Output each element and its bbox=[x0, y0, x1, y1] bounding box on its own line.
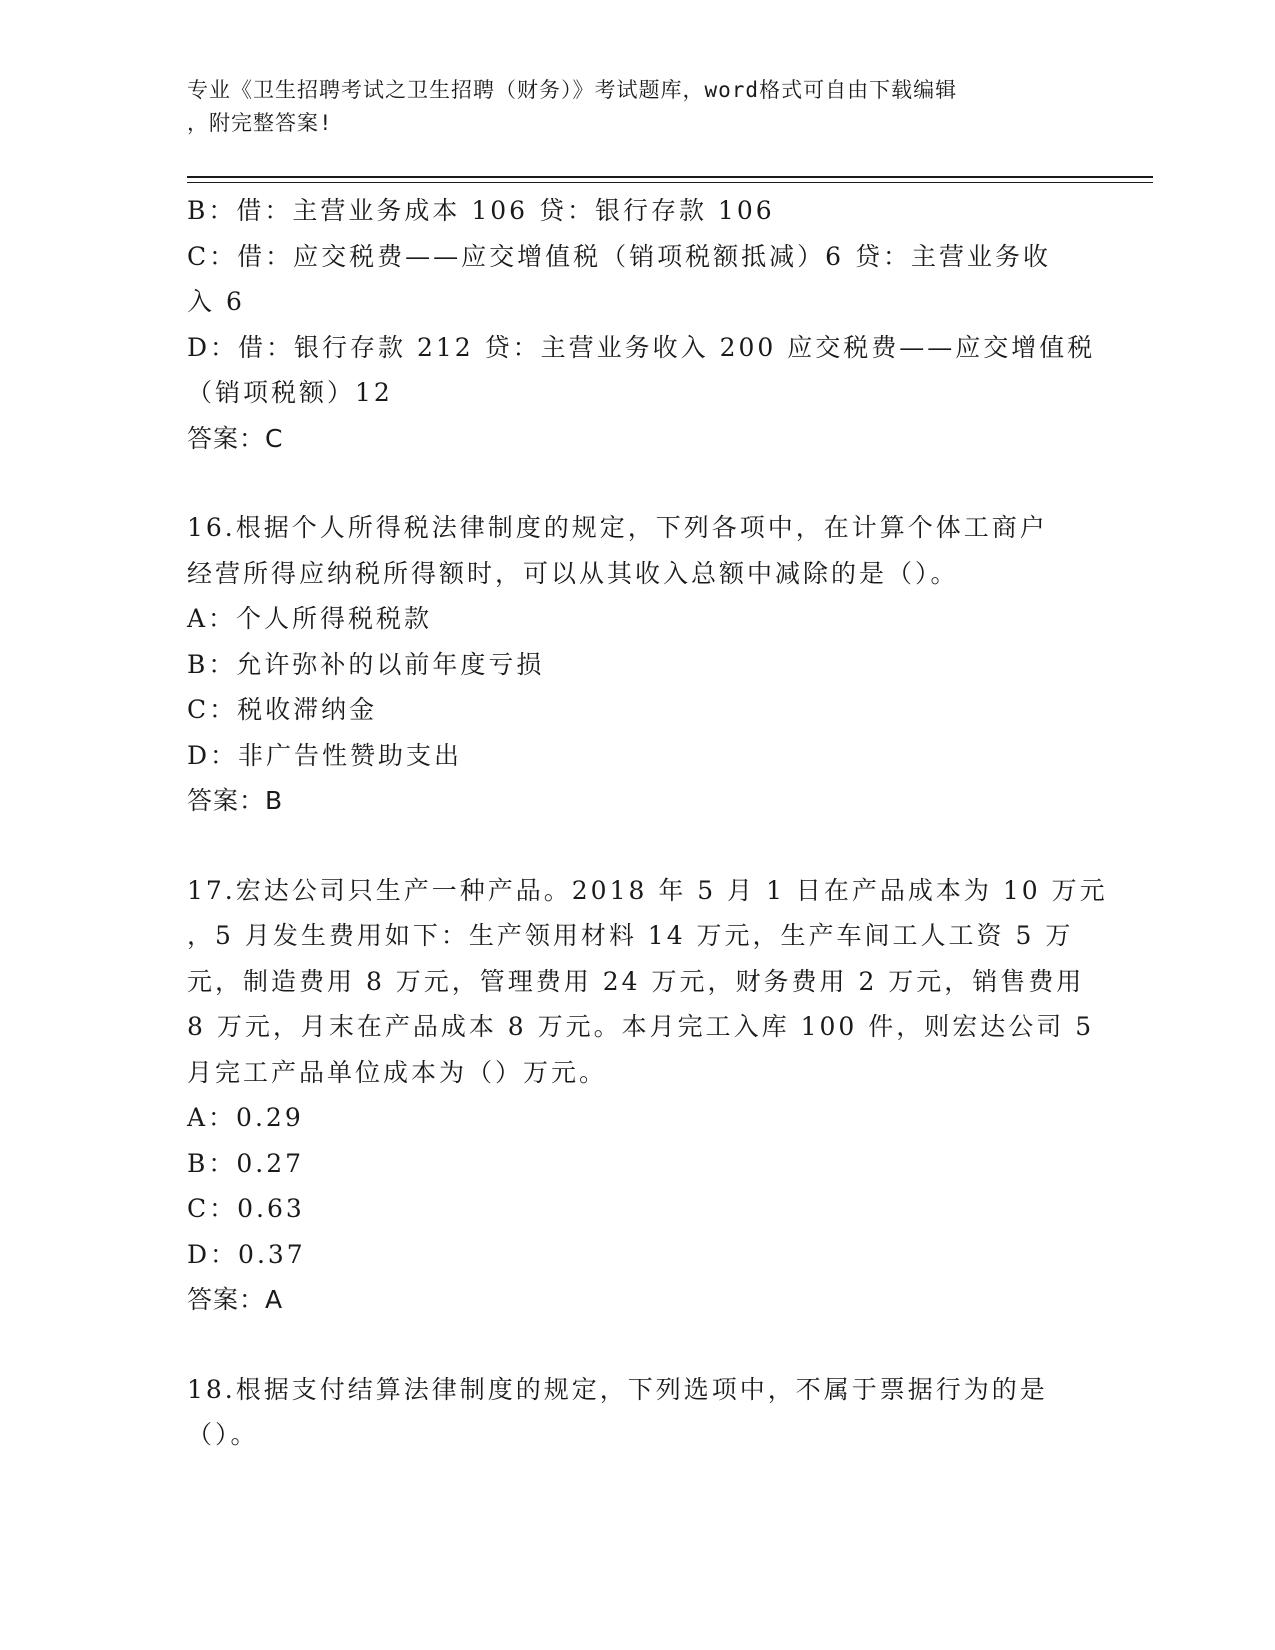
q15-answer: 答案：C bbox=[187, 423, 284, 453]
q17-stem-line-5: 月完工产品单位成本为（）万元。 bbox=[187, 1057, 608, 1087]
q16-answer: 答案：B bbox=[187, 786, 284, 815]
q17-option-d: D：0.37 bbox=[187, 1239, 306, 1269]
q16-option-a: A：个人所得税税款 bbox=[187, 604, 433, 633]
q17-option-b: B：0.27 bbox=[187, 1148, 305, 1178]
header-line-2: ，附完整答案! bbox=[187, 111, 333, 135]
q16-stem-line-2: 经营所得应纳税所得额时，可以从其收入总额中减除的是（）。 bbox=[187, 558, 959, 588]
question-18 bbox=[187, 1367, 1067, 1458]
q15-option-b: B：借：主营业务成本 106 贷：银行存款 106 bbox=[187, 196, 775, 225]
question-15-tail bbox=[187, 188, 1096, 461]
q18-stem-line-2: （）。 bbox=[187, 1420, 259, 1449]
q15-option-d-line-1: D：借：银行存款 212 贷：主营业务收入 200 应交税费——应交增值税 bbox=[187, 332, 1096, 362]
q15-option-c-line-1: C：借：应交税费——应交增值税（销项税额抵减）6 贷：主营业务收 bbox=[187, 241, 1051, 271]
spacer bbox=[187, 824, 1067, 868]
q16-option-c: C：税收滞纳金 bbox=[187, 695, 378, 724]
q18-stem-line-1: 18.根据支付结算法律制度的规定，下列选项中，不属于票据行为的是 bbox=[187, 1374, 1048, 1404]
header-line-1: 专业《卫生招聘考试之卫生招聘（财务）》考试题库，word格式可自由下载编辑 bbox=[187, 78, 958, 102]
q16-option-b: B：允许弥补的以前年度亏损 bbox=[187, 649, 545, 679]
q16-stem-line-1: 16.根据个人所得税法律制度的规定，下列各项中，在计算个体工商户 bbox=[187, 513, 1048, 542]
q17-option-a: A：0.29 bbox=[187, 1103, 304, 1132]
q17-answer: 答案：A bbox=[187, 1285, 284, 1314]
q17-stem-line-3: 元，制造费用 8 万元，管理费用 24 万元，财务费用 2 万元，销售费用 bbox=[187, 966, 1085, 996]
q17-stem-line-2: ，5 月发生费用如下：生产领用材料 14 万元，生产车间工人工资 5 万 bbox=[187, 921, 1074, 950]
q17-stem-line-1: 17.宏达公司只生产一种产品。2018 年 5 月 1 日在产品成本为 10 万元 bbox=[187, 875, 1108, 905]
question-16 bbox=[187, 505, 1067, 824]
q15-option-d-line-2: （销项税额）12 bbox=[187, 378, 393, 407]
q17-stem-line-4: 8 万元，月末在产品成本 8 万元。本月完工入库 100 件，则宏达公司 5 bbox=[187, 1012, 1095, 1041]
document-body bbox=[187, 188, 1108, 1458]
header-divider-thin bbox=[187, 182, 1153, 183]
document-header bbox=[187, 74, 1067, 140]
q16-option-d: D：非广告性赞助支出 bbox=[187, 740, 463, 770]
spacer bbox=[187, 461, 1067, 505]
question-17 bbox=[187, 868, 1108, 1323]
q17-option-c: C：0.63 bbox=[187, 1194, 305, 1223]
header-divider-thick bbox=[187, 176, 1153, 178]
spacer bbox=[187, 1323, 1067, 1367]
q15-option-c-line-2: 入 6 bbox=[187, 287, 245, 316]
